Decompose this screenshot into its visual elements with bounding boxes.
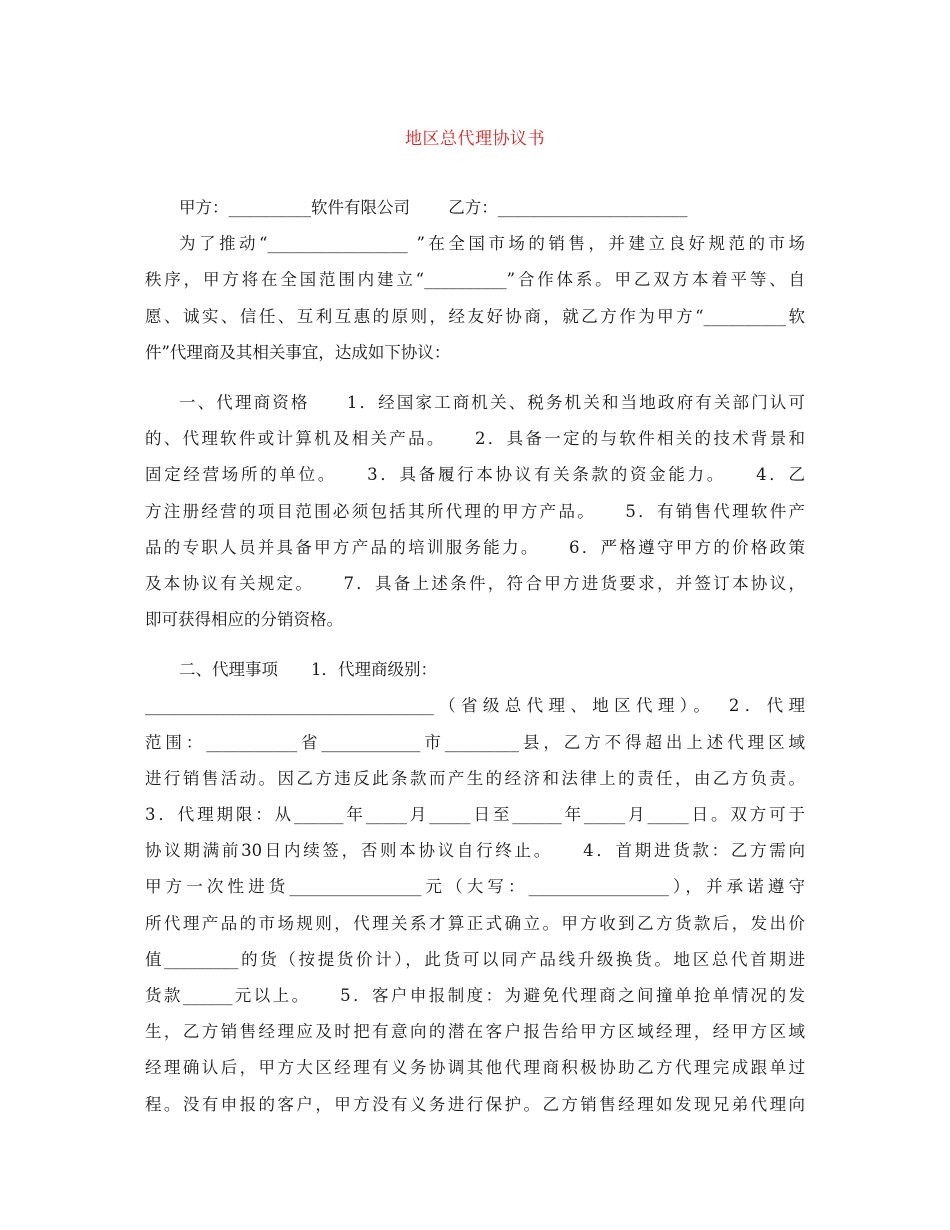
text-line: 3．代理期限：从______年_____月_____日至______年_____月_____日。双方可于 xyxy=(145,805,805,824)
text-line: 一、代理商资格 1．经国家工商机关、税务机关和当地政府有关部门认可 xyxy=(179,392,805,412)
text-line: 件”代理商及其相关事宜，达成如下协议： xyxy=(145,342,451,362)
text-line: 固定经营场所的单位。 3．具备履行本协议有关条款的资金能力。 4．乙 xyxy=(145,465,805,485)
text-line: 的、代理软件或计算机及相关产品。 2．具备一定的与软件相关的技术背景和 xyxy=(145,429,805,449)
text-line: 甲方一次性进货________________元（大写：_________________），并承诺遵守 xyxy=(145,877,805,897)
text-line: 及本协议有关规定。 7．具备上述条件，符合甲方进货要求，并签订本协议， xyxy=(145,573,805,593)
paragraph-gap xyxy=(145,371,805,385)
document-title: 地区总代理协议书 xyxy=(405,129,545,149)
text-line: 范围：___________省____________市_________县，乙方不得超出上述代理区域 xyxy=(145,732,805,752)
text-line: 方注册经营的项目范围必须包括其所代理的甲方产品。 5．有销售代理软件产 xyxy=(145,501,805,521)
text-line: ___________________________________（省级总代理、地区代理）。 2．代理 xyxy=(145,696,805,716)
text-line: 秩序，甲方将在全国范围内建立“__________”合作体系。甲乙双方本着平等、自 xyxy=(145,270,805,290)
text-line: 值_________的货（按提货价计），此货可以同产品线升级换货。地区总代首期进 xyxy=(145,949,805,969)
text-line: 协议期满前30日内续签，否则本协议自行终止。 4．首期进货款：乙方需向 xyxy=(145,841,805,861)
text-line: 经理确认后，甲方大区经理有义务协调其他代理商积极协助乙方代理完成跟单过 xyxy=(145,1058,805,1078)
text-line: 所代理产品的市场规则，代理关系才算正式确立。甲方收到乙方货款后，发出价 xyxy=(145,913,805,933)
text-line: 愿、诚实、信任、互利互惠的原则，经友好协商，就乙方作为甲方“__________软 xyxy=(145,306,805,326)
text-line: 为了推动“_________________ ”在全国市场的销售，并建立良好规范的市场 xyxy=(179,234,805,254)
text-line: 即可获得相应的分销资格。 xyxy=(145,610,343,630)
text-line: 品的专职人员并具备甲方产品的培训服务能力。 6．严格遵守甲方的价格政策 xyxy=(145,537,805,557)
paragraph-gap xyxy=(145,638,805,652)
text-line: 生，乙方销售经理应及时把有意向的潜在客户报告给甲方区域经理，经甲方区域 xyxy=(145,1022,805,1042)
text-line: 进行销售活动。因乙方违反此条款而产生的经济和法律上的责任，由乙方负责。 xyxy=(145,768,805,788)
document-body xyxy=(145,190,805,1123)
text-line: 货款______元以上。 5．客户申报制度：为避免代理商之间撞单抢单情况的发 xyxy=(145,985,805,1005)
text-line: 二、代理事项 1．代理商级别： xyxy=(179,660,437,680)
text-line: 甲方：__________软件有限公司 乙方：_______________________ xyxy=(179,198,688,217)
text-line: 程。没有申报的客户，甲方没有义务进行保护。乙方销售经理如发现兄弟代理向 xyxy=(145,1094,805,1114)
